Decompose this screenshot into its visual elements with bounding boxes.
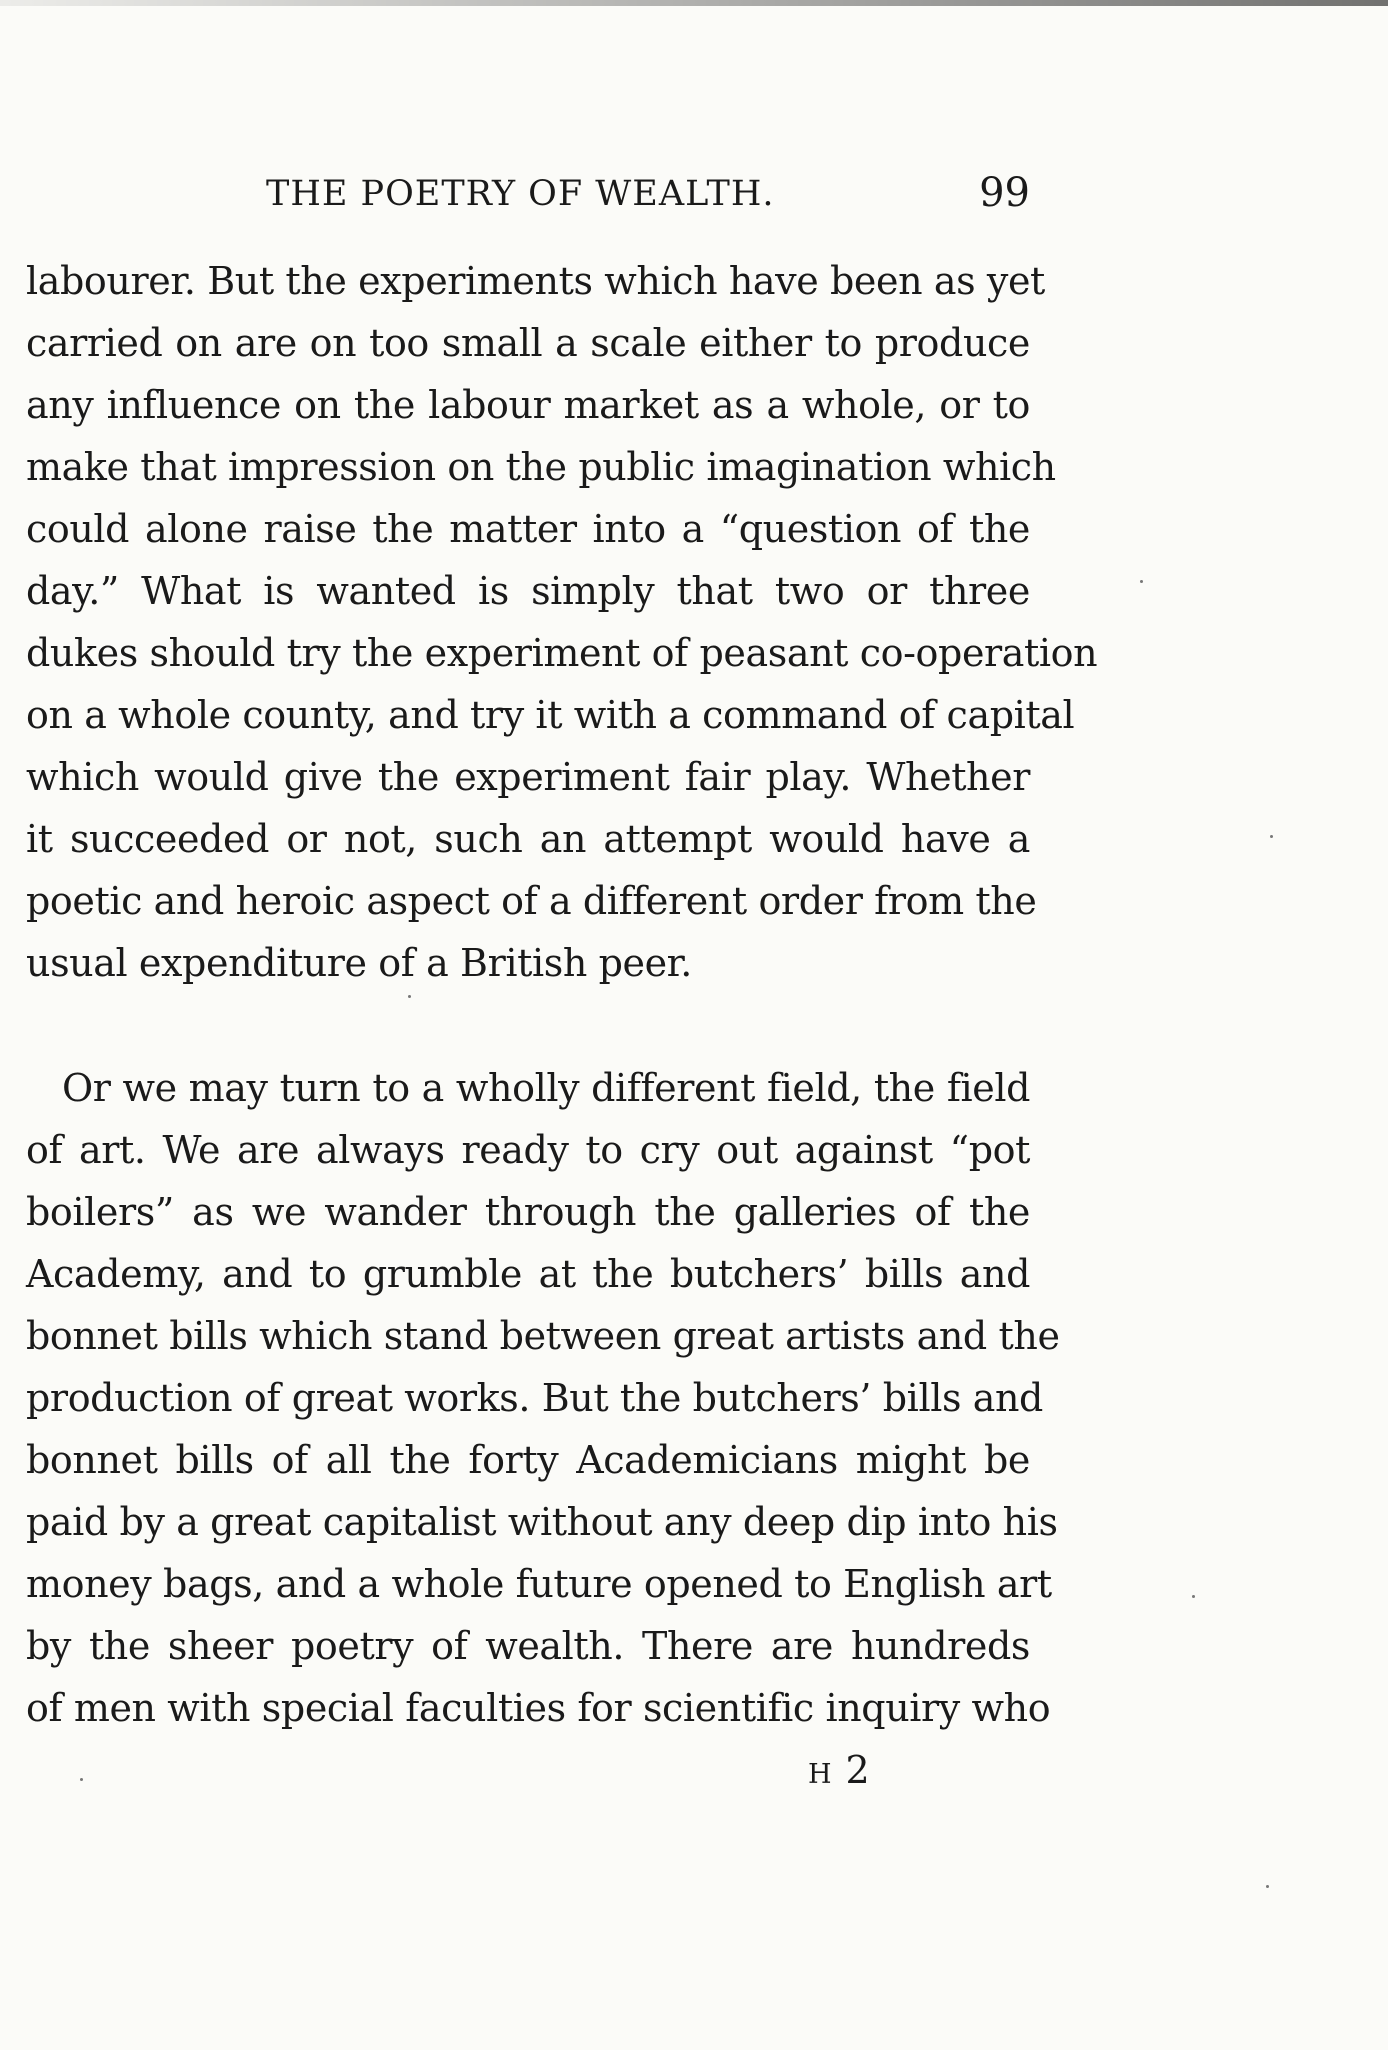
paper-speck — [1270, 835, 1273, 838]
text-line: by the sheer poetry of wealth. There are hundreds — [26, 1624, 1030, 1668]
signature-letter: H — [808, 1759, 834, 1790]
text-line: Or we may turn to a wholly different field, the field — [62, 1066, 1030, 1110]
paper-speck — [1140, 580, 1143, 583]
text-line: on a whole county, and try it with a command of capital — [26, 693, 1075, 737]
running-header — [26, 170, 1030, 230]
signature-number: 2 — [845, 1748, 870, 1792]
page-top-edge — [0, 0, 1388, 6]
text-line: which would give the experiment fair play. Whether — [26, 755, 1030, 799]
text-line: make that impression on the public imagination which — [26, 445, 1056, 489]
text-line: production of great works. But the butchers’ bills and — [26, 1376, 1043, 1420]
text-line: poetic and heroic aspect of a different order from the — [26, 879, 1037, 923]
text-line: Academy, and to grumble at the butchers’ bills and — [26, 1252, 1030, 1296]
text-line: of art. We are always ready to cry out against “pot — [26, 1128, 1030, 1172]
signature-mark — [808, 1748, 870, 1792]
paper-speck — [408, 995, 411, 998]
text-line: paid by a great capitalist without any deep dip into his — [26, 1500, 1058, 1544]
text-line: bonnet bills of all the forty Academicians might be — [26, 1438, 1030, 1482]
text-line: usual expenditure of a British peer. — [26, 941, 692, 985]
text-line: of men with special faculties for scientific inquiry who — [26, 1686, 1051, 1730]
paper-speck — [1266, 1885, 1269, 1888]
page-number: 99 — [979, 170, 1030, 216]
text-line: carried on are on too small a scale either to produce — [26, 321, 1030, 365]
paragraph-2 — [26, 1057, 1060, 1739]
text-line: any influence on the labour market as a whole, or to — [26, 383, 1030, 427]
paper-speck — [1192, 1595, 1195, 1598]
text-line: boilers” as we wander through the galleries of the — [26, 1190, 1030, 1234]
text-line: day.” What is wanted is simply that two or three — [26, 569, 1030, 613]
text-line: could alone raise the matter into a “question of the — [26, 507, 1030, 551]
text-line: labourer. But the experiments which have been as yet — [26, 259, 1045, 303]
text-line: money bags, and a whole future opened to English art — [26, 1562, 1052, 1606]
text-line: dukes should try the experiment of peasant co-operation — [26, 631, 1098, 675]
paper-speck — [80, 1778, 83, 1781]
text-line: bonnet bills which stand between great artists and the — [26, 1314, 1060, 1358]
running-title: THE POETRY OF WEALTH. — [266, 174, 775, 214]
paragraph-1 — [26, 250, 1098, 994]
text-line: it succeeded or not, such an attempt would have a — [26, 817, 1030, 861]
